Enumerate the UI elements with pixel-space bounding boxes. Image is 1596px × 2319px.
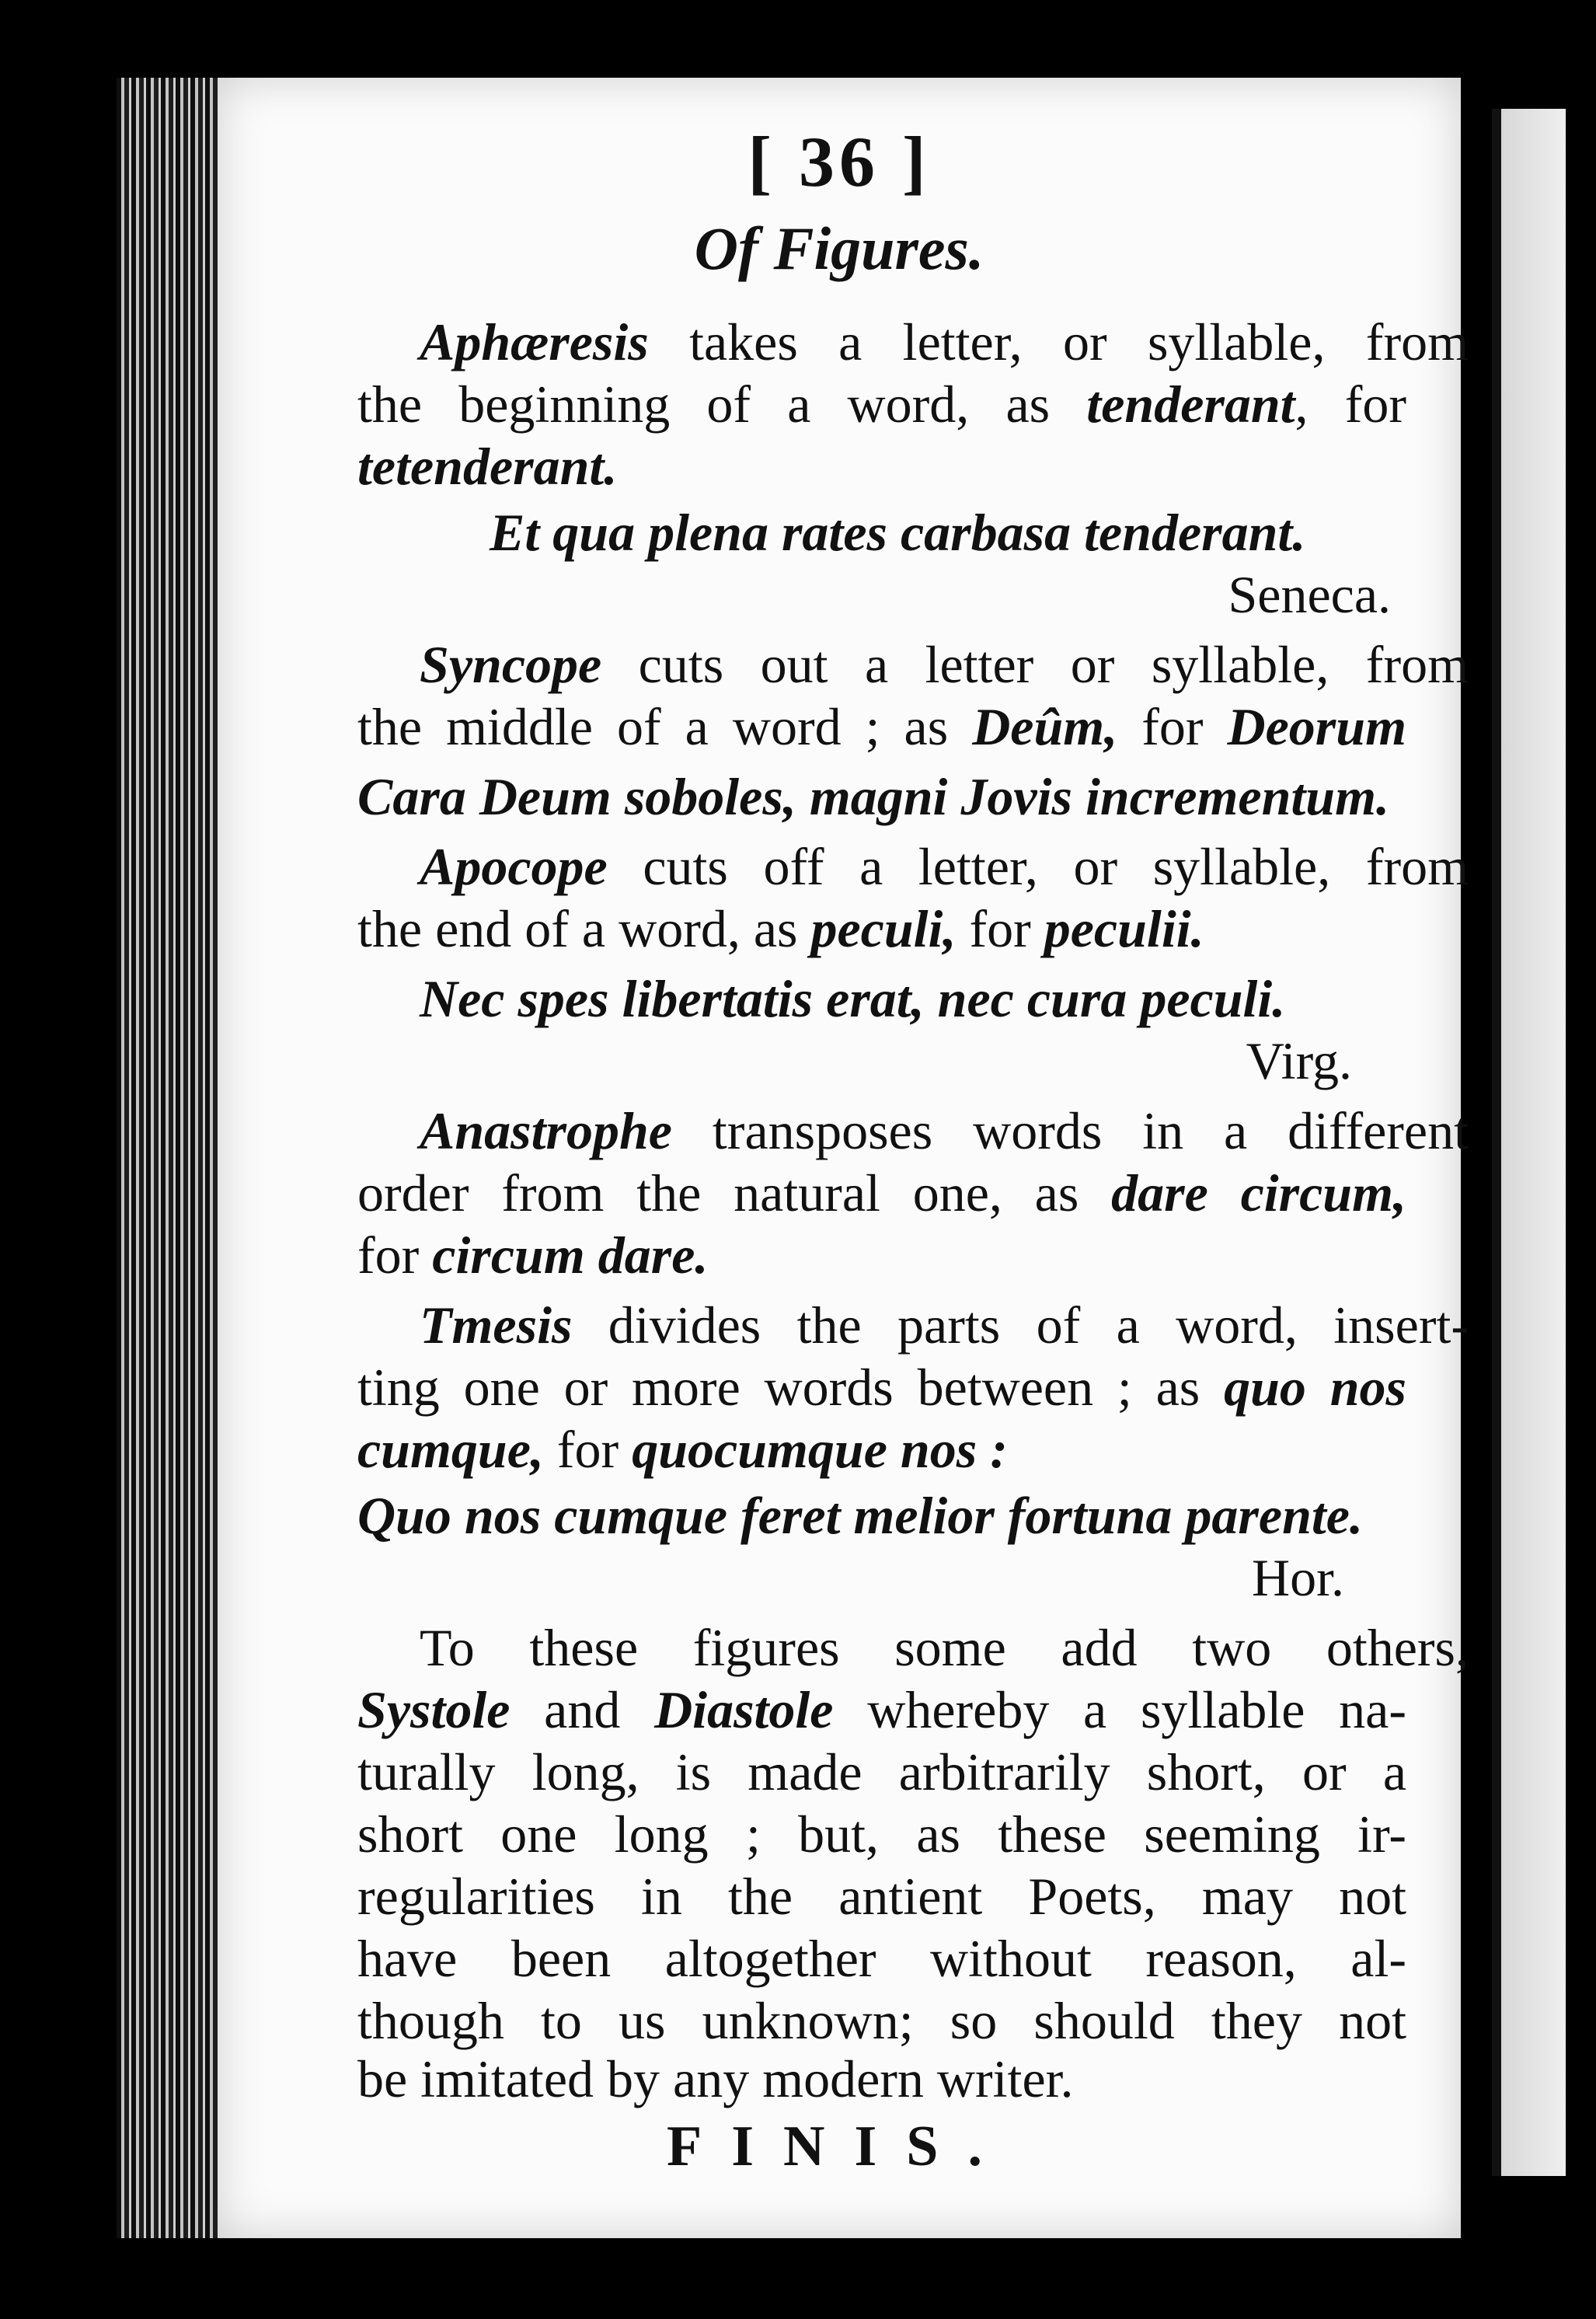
text-line: regularities in the antient Poets, may not — [357, 1867, 1406, 1926]
term: Tmesis — [420, 1296, 573, 1355]
text-line — [357, 373, 1406, 435]
text-line — [420, 1294, 1469, 1356]
text-span: transposes words in a different — [672, 1101, 1469, 1160]
example: peculi, — [810, 899, 957, 958]
example: tenderant — [1086, 375, 1295, 434]
attribution: Seneca. — [1228, 565, 1391, 624]
verse-line: Quo nos cumque feret melior fortuna parente. — [357, 1486, 1363, 1545]
text-line: turally long, is made arbitrarily short, or a — [357, 1742, 1406, 1801]
text-line: have been altogether without reason, al- — [357, 1929, 1406, 1988]
example: cumque, — [357, 1420, 544, 1479]
finis-mark: FINIS. — [667, 2115, 1012, 2178]
term: Apocope — [420, 837, 608, 896]
text-span: the end of a word, as — [357, 899, 811, 958]
text-span: for — [956, 899, 1044, 958]
text-span: ting one or more words between ; as — [357, 1358, 1225, 1417]
text-line — [357, 898, 1406, 960]
verse-line: Nec spes libertatis erat, nec cura peculi. — [420, 969, 1286, 1028]
text-span: for — [1117, 697, 1228, 756]
example: circum dare. — [432, 1226, 709, 1285]
text-line — [357, 1418, 1406, 1480]
text-span: and — [510, 1680, 655, 1739]
text-span: , for — [1295, 375, 1407, 434]
text-line — [357, 1679, 1406, 1741]
text-line — [357, 1224, 1406, 1286]
text-line — [420, 835, 1469, 898]
text-span: divides the parts of a word, insert- — [572, 1296, 1469, 1355]
text-span: order from the natural one, as — [357, 1163, 1112, 1222]
text-line — [420, 1100, 1469, 1162]
example: peculii. — [1044, 899, 1204, 958]
verse-line: Et qua plena rates carbasa tenderant. — [490, 503, 1306, 562]
verse-line: Cara Deum soboles, magni Jovis incrementum. — [357, 767, 1389, 826]
text-line — [420, 311, 1469, 373]
text-span: cuts out a letter or syllable, from — [601, 635, 1469, 694]
attribution: Hor. — [1252, 1548, 1344, 1607]
example: quocumque nos : — [632, 1420, 1008, 1479]
attribution: Virg. — [1246, 1031, 1352, 1090]
example: quo nos — [1224, 1358, 1406, 1417]
example: Deûm, — [972, 697, 1118, 756]
text-span: the beginning of a word, as — [357, 375, 1087, 434]
text-line — [357, 696, 1406, 758]
text-line — [357, 435, 1406, 497]
term: Systole — [357, 1680, 511, 1739]
book-spine-edge — [117, 78, 218, 2238]
term: Aphæresis — [420, 312, 649, 371]
text-span: cuts off a letter, or syllable, from — [607, 837, 1469, 896]
text-line — [420, 633, 1469, 696]
term: Syncope — [420, 635, 602, 694]
term: Anastrophe — [420, 1101, 672, 1160]
term: Diastole — [654, 1680, 834, 1739]
example: dare circum, — [1111, 1163, 1406, 1222]
section-heading: Of Figures. — [694, 214, 984, 282]
example: tetenderant. — [357, 437, 618, 496]
book-page — [218, 78, 1469, 2238]
text-line: To these figures some add two others, — [420, 1618, 1469, 1677]
example: Deorum — [1227, 697, 1406, 756]
facing-page-edge — [1492, 109, 1566, 2176]
text-line — [357, 1162, 1406, 1224]
text-span: for — [543, 1420, 632, 1479]
text-line: be imitated by any modern writer. — [357, 2049, 1074, 2108]
text-span: for — [357, 1226, 433, 1285]
text-span: the middle of a word ; as — [357, 697, 973, 756]
text-line — [357, 1356, 1406, 1418]
text-span: takes a letter, or syllable, from — [648, 312, 1469, 371]
text-line: short one long ; but, as these seeming ir- — [357, 1805, 1406, 1864]
page-number: [ 36 ] — [747, 122, 931, 201]
text-line: though to us unknown; so should they not — [357, 1991, 1406, 2050]
text-span: whereby a syllable na- — [833, 1680, 1406, 1739]
